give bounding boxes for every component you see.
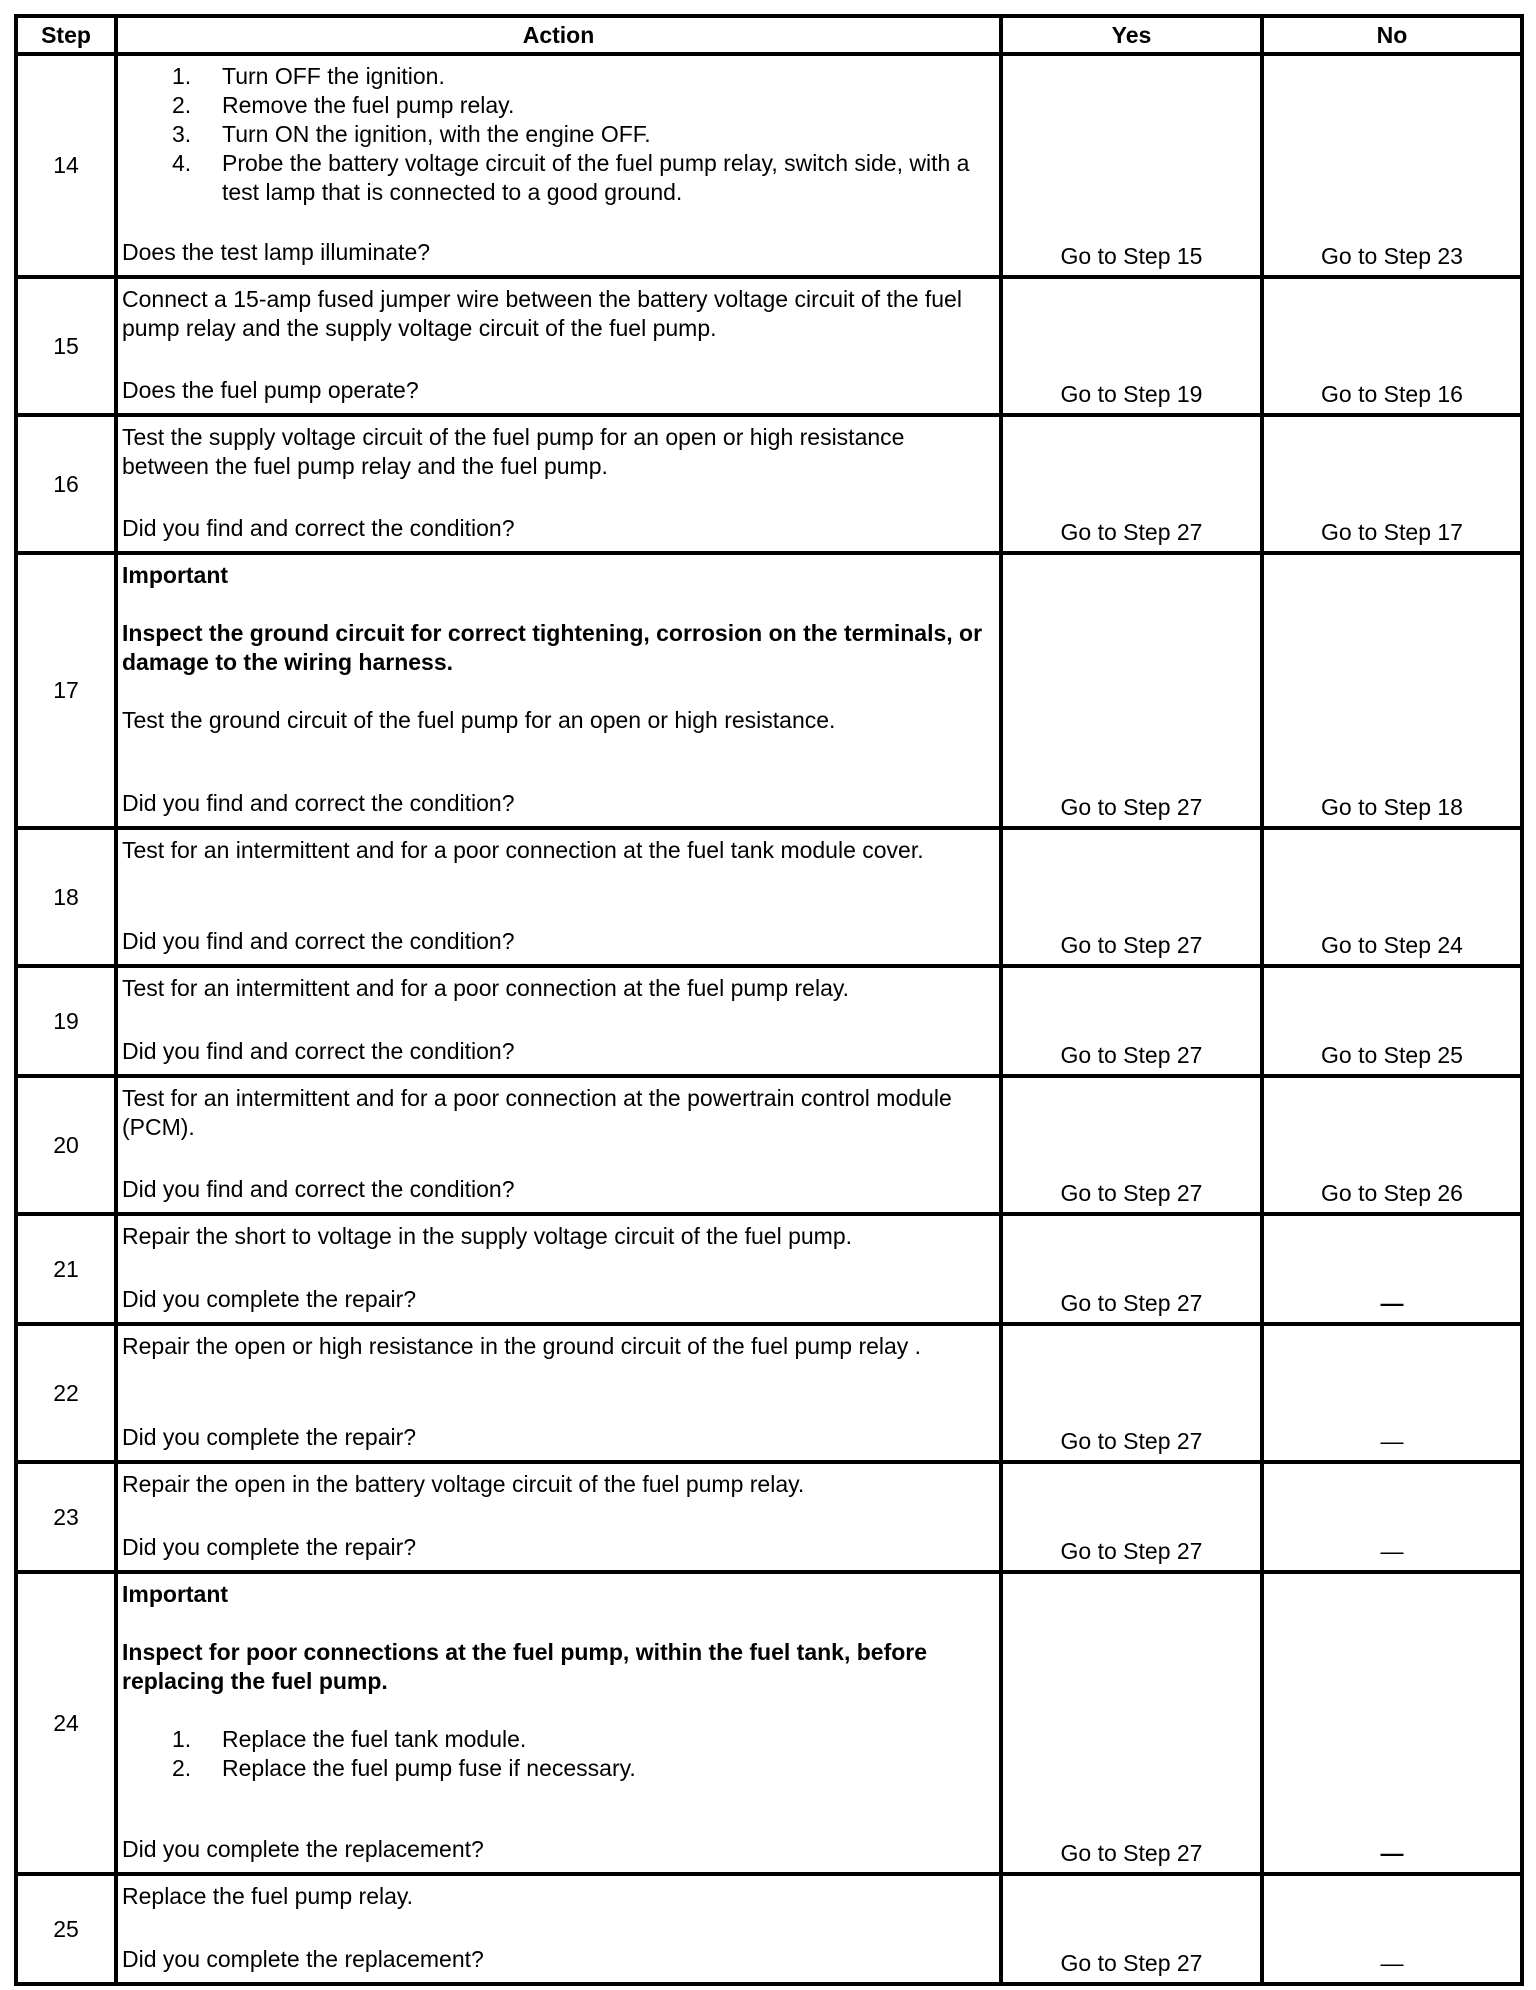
action-text: Connect a 15-amp fused jumper wire between the battery voltage circuit of the fuel pump relay and the supply voltage circuit of the fuel pump.: [122, 286, 962, 341]
header-action: Action: [116, 16, 1001, 54]
action-question: Did you complete the repair?: [122, 1534, 417, 1560]
step-number: 19: [16, 966, 116, 1076]
no-cell: [1262, 54, 1522, 277]
table-row: [16, 54, 1522, 277]
action-question: Did you find and correct the condition?: [122, 515, 515, 541]
table-row: [16, 277, 1522, 415]
step-number: 15: [16, 277, 116, 415]
yes-cell: [1001, 966, 1262, 1076]
step-number: 20: [16, 1076, 116, 1214]
action-question: Did you find and correct the condition?: [122, 928, 515, 954]
action-question: Did you complete the replacement?: [122, 1946, 484, 1972]
step-number: 16: [16, 415, 116, 553]
instruction-list: [122, 62, 995, 207]
table-row: [16, 828, 1522, 966]
diagnostic-table: [14, 14, 1524, 1986]
yes-link: Go to Step 19: [1060, 381, 1203, 407]
action-cell: [116, 1324, 1001, 1462]
no-link: Go to Step 23: [1321, 243, 1463, 269]
action-text: Test for an intermittent and for a poor connection at the fuel tank module cover.: [122, 837, 924, 863]
step-number: 25: [16, 1874, 116, 1984]
yes-link: Go to Step 27: [1060, 1428, 1203, 1454]
no-cell: [1262, 1076, 1522, 1214]
action-cell: [116, 1874, 1001, 1984]
yes-link: Go to Step 27: [1060, 519, 1203, 545]
instruction-list: [122, 1725, 995, 1783]
action-text: Replace the fuel pump relay.: [122, 1883, 414, 1909]
yes-cell: [1001, 54, 1262, 277]
yes-link: Go to Step 27: [1060, 1180, 1203, 1206]
yes-cell: [1001, 1076, 1262, 1214]
no-link: —: [1380, 1428, 1404, 1454]
yes-cell: [1001, 1324, 1262, 1462]
no-link: —: [1380, 1538, 1404, 1564]
no-cell: [1262, 1874, 1522, 1984]
no-cell: [1262, 1572, 1522, 1874]
no-link: Go to Step 25: [1321, 1042, 1463, 1068]
yes-link: Go to Step 27: [1060, 1840, 1203, 1866]
yes-cell: [1001, 553, 1262, 828]
yes-link: Go to Step 27: [1060, 1290, 1203, 1316]
important-note: Inspect for poor connections at the fuel pump, within the fuel tank, before replacing the fuel pump.: [122, 1639, 928, 1694]
action-text: Test the ground circuit of the fuel pump for an open or high resistance.: [122, 707, 836, 733]
action-question: Did you find and correct the condition?: [122, 790, 515, 816]
list-item: 1. Replace the fuel tank module.: [172, 1726, 527, 1752]
table-row: [16, 1874, 1522, 1984]
action-question: Did you complete the replacement?: [122, 1836, 484, 1862]
action-cell: [116, 277, 1001, 415]
table-row: [16, 553, 1522, 828]
important-label: Important: [122, 562, 229, 588]
list-item: 2. Replace the fuel pump fuse if necessary.: [172, 1755, 636, 1781]
no-link: Go to Step 26: [1321, 1180, 1463, 1206]
list-item: 2. Remove the fuel pump relay.: [172, 92, 515, 118]
step-number: 14: [16, 54, 116, 277]
header-step: Step: [16, 16, 116, 54]
yes-cell: [1001, 1572, 1262, 1874]
action-cell: [116, 1462, 1001, 1572]
no-cell: [1262, 1462, 1522, 1572]
action-question: Does the test lamp illuminate?: [122, 239, 431, 265]
no-link: —: [1380, 1950, 1404, 1976]
action-cell: [116, 828, 1001, 966]
step-number: 21: [16, 1214, 116, 1324]
no-cell: [1262, 553, 1522, 828]
action-cell: [116, 1076, 1001, 1214]
table-row: [16, 966, 1522, 1076]
yes-cell: [1001, 277, 1262, 415]
step-number: 24: [16, 1572, 116, 1874]
yes-link: Go to Step 15: [1060, 243, 1203, 269]
no-cell: [1262, 966, 1522, 1076]
action-text: Repair the short to voltage in the supply voltage circuit of the fuel pump.: [122, 1223, 853, 1249]
list-item: 3. Turn ON the ignition, with the engine OFF.: [172, 121, 651, 147]
yes-cell: [1001, 1462, 1262, 1572]
yes-link: Go to Step 27: [1060, 932, 1203, 958]
action-text: Repair the open or high resistance in the ground circuit of the fuel pump relay .: [122, 1333, 922, 1359]
action-text: Repair the open in the battery voltage circuit of the fuel pump relay.: [122, 1471, 805, 1497]
step-number: 17: [16, 553, 116, 828]
action-cell: [116, 966, 1001, 1076]
yes-cell: [1001, 415, 1262, 553]
action-question: Does the fuel pump operate?: [122, 377, 419, 403]
table-row: [16, 1324, 1522, 1462]
header-no: No: [1262, 16, 1522, 54]
no-link: —: [1380, 1840, 1404, 1866]
no-cell: [1262, 1214, 1522, 1324]
action-cell: [116, 553, 1001, 828]
action-cell: [116, 415, 1001, 553]
action-question: Did you complete the repair?: [122, 1424, 417, 1450]
no-link: Go to Step 24: [1321, 932, 1463, 958]
yes-cell: [1001, 828, 1262, 966]
action-text: Test the supply voltage circuit of the fuel pump for an open or high resistance between the fuel pump relay and the fuel pump.: [122, 424, 905, 479]
no-cell: [1262, 1324, 1522, 1462]
yes-link: Go to Step 27: [1060, 794, 1203, 820]
table-row: [16, 1462, 1522, 1572]
action-cell: [116, 1572, 1001, 1874]
action-cell: [116, 54, 1001, 277]
step-number: 18: [16, 828, 116, 966]
header-yes: Yes: [1001, 16, 1262, 54]
action-cell: [116, 1214, 1001, 1324]
yes-link: Go to Step 27: [1060, 1042, 1203, 1068]
step-number: 23: [16, 1462, 116, 1572]
no-cell: [1262, 277, 1522, 415]
important-note: Inspect the ground circuit for correct tightening, corrosion on the terminals, or damage to the wiring harness.: [122, 620, 983, 675]
no-link: Go to Step 17: [1321, 519, 1463, 545]
table-row: [16, 1076, 1522, 1214]
list-item: 4. Probe the battery voltage circuit of the fuel pump relay, switch side, with a test lamp that is connected to a good ground.: [172, 150, 970, 205]
action-text: Test for an intermittent and for a poor connection at the powertrain control module (PCM).: [122, 1085, 952, 1140]
action-question: Did you complete the repair?: [122, 1286, 417, 1312]
table-row: [16, 415, 1522, 553]
no-link: Go to Step 18: [1321, 794, 1463, 820]
yes-link: Go to Step 27: [1060, 1950, 1203, 1976]
table-header-row: [16, 16, 1522, 54]
no-cell: [1262, 415, 1522, 553]
list-item: 1. Turn OFF the ignition.: [172, 63, 445, 89]
action-question: Did you find and correct the condition?: [122, 1038, 515, 1064]
table-row: [16, 1214, 1522, 1324]
table-row: [16, 1572, 1522, 1874]
important-label: Important: [122, 1581, 229, 1607]
action-text: Test for an intermittent and for a poor connection at the fuel pump relay.: [122, 975, 850, 1001]
table-body: [16, 54, 1522, 1984]
no-link: —: [1380, 1290, 1404, 1316]
action-question: Did you find and correct the condition?: [122, 1176, 515, 1202]
yes-cell: [1001, 1874, 1262, 1984]
yes-cell: [1001, 1214, 1262, 1324]
no-cell: [1262, 828, 1522, 966]
yes-link: Go to Step 27: [1060, 1538, 1203, 1564]
no-link: Go to Step 16: [1321, 381, 1463, 407]
step-number: 22: [16, 1324, 116, 1462]
